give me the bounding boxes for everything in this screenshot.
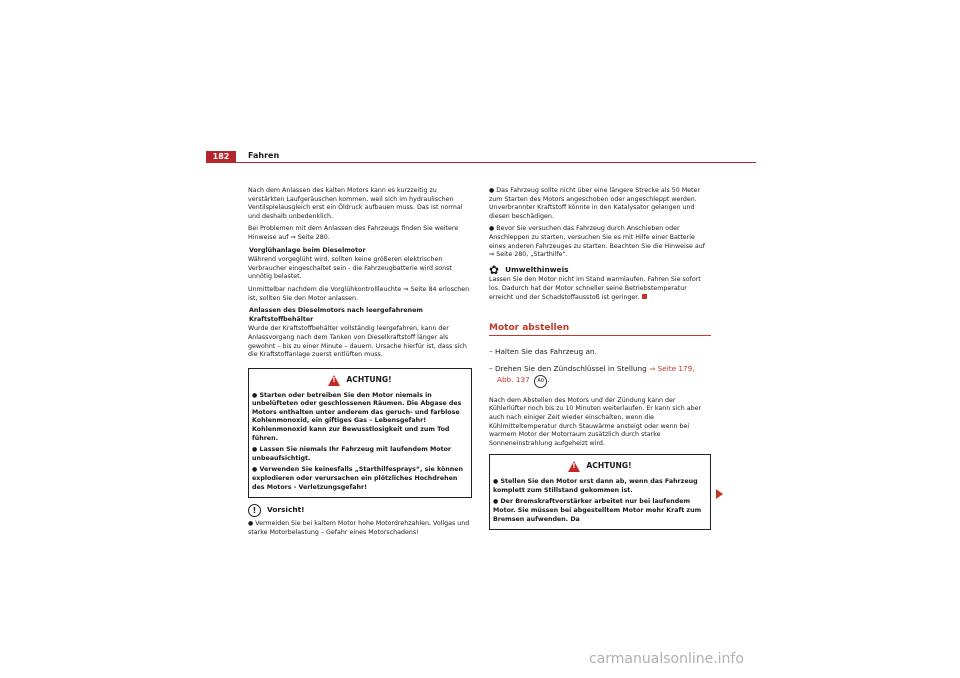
section-title: Fahren bbox=[248, 151, 280, 160]
paragraph: Wurde der Kraftstoffbehälter vollständig leergefahren, kann der Anlassvorgang nach dem Tanken von Dieselkraftstoff länger als gewohnt – bis zu einer Minute – dauern. Ursache hierfür ist, dass sich die Kraftstoffanlage zuerst entlüften muss. bbox=[248, 325, 467, 359]
watermark: carmanualsonline.info bbox=[589, 651, 744, 667]
warning-item: ● Der Bremskraftverstärker arbeitet nur bei laufendem Motor. Sie müssen bei abgestelltem Motor mehr Kraft zum Bremsen aufwenden. Da bbox=[493, 498, 702, 523]
warning-box bbox=[489, 454, 711, 530]
caution-header bbox=[248, 504, 472, 517]
warning-title: ACHTUNG! bbox=[346, 374, 392, 384]
section-heading: Motor abstellen bbox=[489, 323, 570, 334]
paragraph: Nach dem Anlassen des kalten Motors kann es kurzzeitig zu verstärkten Laufgeräuschen kommen, weil sich im hydraulischen Ventilspielausgleich erst ein Öldruck aufbauen muss. Das ist normal und deshalb unbedenklich. bbox=[248, 187, 463, 220]
end-marker-icon bbox=[642, 294, 647, 299]
left-column bbox=[248, 187, 472, 541]
figure-reference-link[interactable]: Abb. 137 bbox=[497, 374, 530, 384]
warning-item: ● Stellen Sie den Motor erst dann ab, wenn das Fahrzeug komplett zum Stillstand gekommen ist. bbox=[493, 478, 698, 494]
header-rule bbox=[206, 162, 756, 163]
warning-header bbox=[493, 461, 707, 472]
step-item: – Drehen Sie den Zündschlüssel in Stellung ⇒ Seite 179, Abb. 137 A0 . bbox=[489, 363, 711, 388]
bullet-icon: ● bbox=[252, 466, 258, 474]
bullet-icon: ● bbox=[489, 187, 495, 194]
warning-box bbox=[248, 368, 472, 499]
step-item: – Halten Sie das Fahrzeug an. bbox=[489, 346, 597, 356]
warning-item: ● Lassen Sie niemals Ihr Fahrzeug mit laufendem Motor unbeaufsichtigt. bbox=[252, 446, 452, 462]
right-column bbox=[489, 187, 711, 530]
environment-flower-icon: ✿ bbox=[489, 262, 500, 277]
bullet-icon: ● bbox=[489, 225, 495, 233]
bullet-icon: ● bbox=[493, 498, 499, 506]
warning-item: ● Verwenden Sie keinesfalls „Starthilfesprays“, sie können explodieren oder verursachen ein plötzliches Hochdrehen des Motors - Verletzungsgefahr! bbox=[252, 466, 464, 491]
environment-header bbox=[489, 262, 711, 277]
environment-text: Lassen Sie den Motor nicht im Stand warmlaufen. Fahren Sie sofort los. Dadurch hat der Motor schneller seine Betriebstemperatur erreicht und der Schadstoffausstoß ist geringer. bbox=[489, 276, 701, 301]
paragraph: Unmittelbar nachdem die Vorglühkontrollleuchte ⇒ Seite 84 erloschen ist, sollten Sie den Motor anlassen. bbox=[248, 285, 470, 302]
warning-header bbox=[252, 375, 468, 386]
caution-title: Vorsicht! bbox=[267, 505, 305, 515]
bullet-paragraph: ● Das Fahrzeug sollte nicht über eine längere Strecke als 50 Meter zum Starten des Motors angeschoben oder angeschleppt werden. Unverbrannter Kraftstoff könnte in den Katalysator gelangen und diesen beschädigen. bbox=[489, 187, 700, 220]
warning-triangle-icon bbox=[568, 461, 580, 472]
page-number: 182 bbox=[206, 151, 236, 162]
bullet-paragraph: ● Bevor Sie versuchen das Fahrzeug durch Anschieben oder Anschleppen zu starten, versuchen Sie es mit Hilfe einer Batterie eines anderen Fahrzeuges zu starten. Beachten Sie die Hinweise auf ⇒ Seite 280, „Starthilfe“. bbox=[489, 225, 706, 259]
subheading: Vorglühanlage beim Dieselmotor bbox=[249, 246, 366, 254]
bullet-icon: ● bbox=[248, 520, 254, 528]
page-reference-link[interactable]: ⇒ Seite 179, bbox=[649, 363, 695, 373]
steps-list bbox=[489, 346, 711, 388]
caution-text: ● Vermeiden Sie bei kaltem Motor hohe Motordrehzahlen, Vollgas und starke Motorbelastung – Gefahr eines Motorschadens! bbox=[248, 520, 470, 536]
paragraph: Nach dem Abstellen des Motors und der Zündung kann der Kühlerlüfter noch bis zu 10 Minuten weiterlaufen. Er kann sich aber auch nach einiger Zeit wieder einschalten, wenn die Kühlmitteltemperatur durch Stauwärme ansteigt oder wenn bei warmem Motor der Motorraum zusätzlich durch starke Sonneneinstrahlung aufgeheizt wird. bbox=[489, 396, 702, 447]
warning-title: ACHTUNG! bbox=[586, 461, 632, 471]
bullet-icon: ● bbox=[252, 391, 258, 399]
environment-title: Umwelthinweis bbox=[505, 264, 569, 274]
warning-item: ● Starten oder betreiben Sie den Motor niemals in unbelüfteten oder geschlossenen Räumen. Die Abgase des Motors enthalten unter anderem das geruch- und farblose Kohlenmonoxid, ein giftiges Gas – Lebensgefahr! Kohlenmonoxid kann zur Bewusstlosigkeit und zum Tod führen. bbox=[252, 391, 462, 442]
section-heading-block bbox=[489, 324, 711, 336]
caution-icon: ! bbox=[248, 504, 261, 517]
position-badge: A0 bbox=[534, 375, 547, 388]
paragraph: Bei Problemen mit dem Anlassen des Fahrzeugs finden Sie weitere Hinweise auf ⇒ Seite 280. bbox=[248, 225, 459, 241]
subheading: Anlassen des Dieselmotors nach leergefahrenem Kraftstoffbehälter bbox=[249, 307, 423, 323]
bullet-icon: ● bbox=[493, 478, 499, 486]
bullet-icon: ● bbox=[252, 446, 258, 454]
continue-arrow-icon[interactable] bbox=[716, 489, 723, 499]
paragraph: Während vorgeglüht wird, sollten keine größeren elektrischen Verbraucher eingeschaltet sein - die Fahrzeugbatterie wird sonst unnötig belastet. bbox=[248, 256, 452, 281]
warning-triangle-icon bbox=[328, 375, 340, 386]
